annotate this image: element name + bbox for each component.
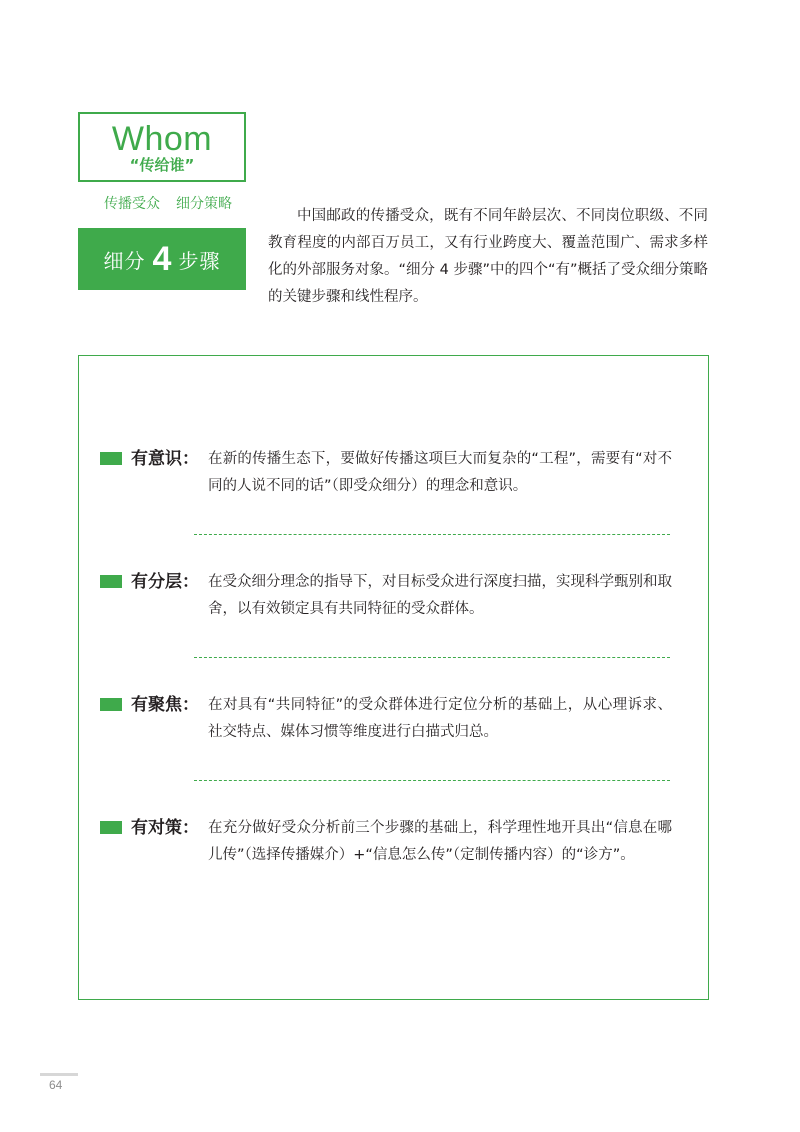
steps-badge-suffix: 步骤 xyxy=(178,248,221,273)
footer-rule xyxy=(40,1073,78,1076)
bullet-square-icon xyxy=(100,452,122,465)
step-text: 在新的传播生态下，要做好传播这项巨大而复杂的“工程”，需要有“对不同的人说不同的话”（即受众细分）的理念和意识。 xyxy=(208,451,672,494)
bullet-square-icon xyxy=(100,575,122,588)
bullet-square-icon xyxy=(100,698,122,711)
row-spacer xyxy=(79,500,708,534)
step-text: 在对具有“共同特征”的受众群体进行定位分析的基础上，从心理诉求、社交特点、媒体习惯等维度进行白描式归总。 xyxy=(208,697,672,740)
whom-title-en: Whom xyxy=(111,120,213,158)
row-spacer xyxy=(79,781,708,815)
whom-title-box xyxy=(78,112,246,182)
step-label: 有分层 xyxy=(131,572,182,592)
page-number: 64 xyxy=(49,1078,63,1092)
step-text: 在充分做好受众分析前三个步骤的基础上，科学理性地开具出“信息在哪儿传”（选择传播媒介）+“信息怎么传”（定制传播内容）的“诊方”。 xyxy=(208,820,672,863)
steps-list xyxy=(79,446,708,869)
row-spacer xyxy=(79,746,708,780)
step-colon: ： xyxy=(182,818,199,838)
steps-badge-number: 4 xyxy=(152,240,172,278)
whom-tag-audience: 传播受众 xyxy=(104,196,160,212)
header-block xyxy=(78,112,253,182)
steps-badge-prefix: 细分 xyxy=(103,248,146,273)
row-spacer xyxy=(79,535,708,569)
step-text: 在受众细分理念的指导下，对目标受众进行深度扫描，实现科学甄别和取舍，以有效锁定具有共同特征的受众群体。 xyxy=(208,574,672,617)
whom-title-cn: “传给谁” xyxy=(129,156,195,174)
step-label: 有聚焦 xyxy=(131,695,182,715)
step-label: 有意识 xyxy=(131,449,182,469)
list-item xyxy=(79,569,708,623)
steps-content-box xyxy=(78,355,709,1000)
intro-paragraph: 中国邮政的传播受众，既有不同年龄层次、不同岗位职级、不同教育程度的内部百万员工，又有行业跨度大、覆盖范围广、需求多样化的外部服务对象。“细分 4 步骤”中的四个“有”概括了受众细分策略的关键步骤和线性程序。 xyxy=(268,208,708,305)
row-spacer xyxy=(79,623,708,657)
steps-badge xyxy=(78,228,246,290)
whom-tag-strategy: 细分策略 xyxy=(176,196,232,212)
list-item xyxy=(79,446,708,500)
bullet-square-icon xyxy=(100,821,122,834)
list-item xyxy=(79,815,708,869)
step-label: 有对策 xyxy=(131,818,182,838)
list-item xyxy=(79,692,708,746)
whom-tag-list xyxy=(78,193,258,213)
step-colon: ： xyxy=(182,449,199,469)
step-colon: ： xyxy=(182,695,199,715)
row-spacer xyxy=(79,658,708,692)
step-colon: ： xyxy=(182,572,199,592)
